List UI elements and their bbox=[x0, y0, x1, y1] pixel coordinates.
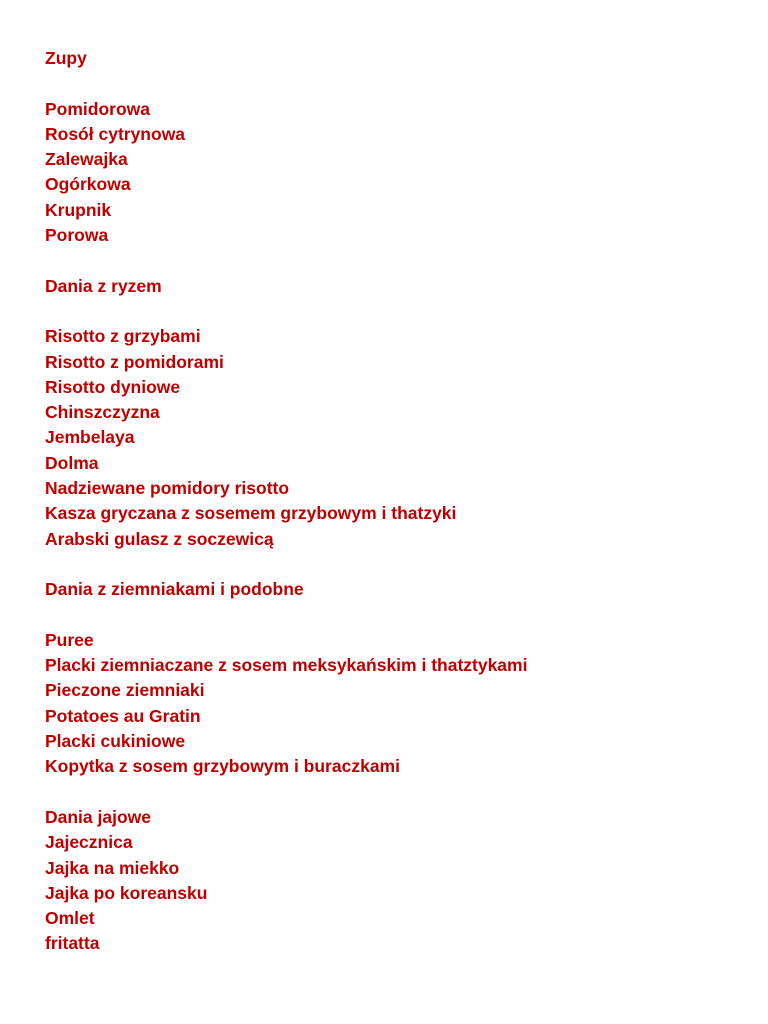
list-item: Risotto dyniowe bbox=[45, 376, 181, 397]
section-heading: Dania z ziemniakami i podobne bbox=[45, 579, 304, 600]
list-item: Jajka po koreansku bbox=[45, 882, 208, 903]
list-item: Potatoes au Gratin bbox=[45, 705, 201, 726]
list-item: Porowa bbox=[45, 225, 109, 246]
list-item: Placki cukiniowe bbox=[45, 731, 186, 752]
blank-line bbox=[45, 552, 745, 577]
blank-line bbox=[45, 71, 745, 96]
list-item: Puree bbox=[45, 629, 94, 650]
list-item: Chinszczyzna bbox=[45, 402, 160, 423]
list-item: Placki ziemniaczane z sosem meksykańskim i thatztykami bbox=[45, 655, 528, 676]
list-item: Krupnik bbox=[45, 199, 112, 220]
list-item: Rosół cytrynowa bbox=[45, 123, 186, 144]
list-item: Arabski gulasz z soczewicą bbox=[45, 528, 274, 549]
list-item: Pieczone ziemniaki bbox=[45, 680, 205, 701]
document-body bbox=[45, 46, 745, 957]
blank-line bbox=[45, 780, 745, 805]
list-item: Jembelaya bbox=[45, 427, 135, 448]
list-item: Zalewajka bbox=[45, 149, 128, 170]
blank-line bbox=[45, 299, 745, 324]
list-item: Risotto z pomidorami bbox=[45, 351, 224, 372]
blank-line bbox=[45, 603, 745, 628]
list-item: fritatta bbox=[45, 933, 100, 954]
list-item: Jajka na miekko bbox=[45, 857, 180, 878]
section-heading: Dania jajowe bbox=[45, 806, 152, 827]
list-item: Omlet bbox=[45, 908, 95, 929]
list-item: Dolma bbox=[45, 452, 99, 473]
list-item: Nadziewane pomidory risotto bbox=[45, 478, 290, 499]
blank-line bbox=[45, 248, 745, 273]
section-heading: Dania z ryzem bbox=[45, 275, 162, 296]
list-item: Ogórkowa bbox=[45, 174, 131, 195]
list-item: Kopytka z sosem grzybowym i buraczkami bbox=[45, 756, 400, 777]
list-item: Risotto z grzybami bbox=[45, 326, 201, 347]
section-heading: Zupy bbox=[45, 48, 87, 68]
list-item: Jajecznica bbox=[45, 832, 133, 853]
list-item: Kasza gryczana z sosemem grzybowym i thatzyki bbox=[45, 503, 457, 524]
list-item: Pomidorowa bbox=[45, 98, 151, 119]
